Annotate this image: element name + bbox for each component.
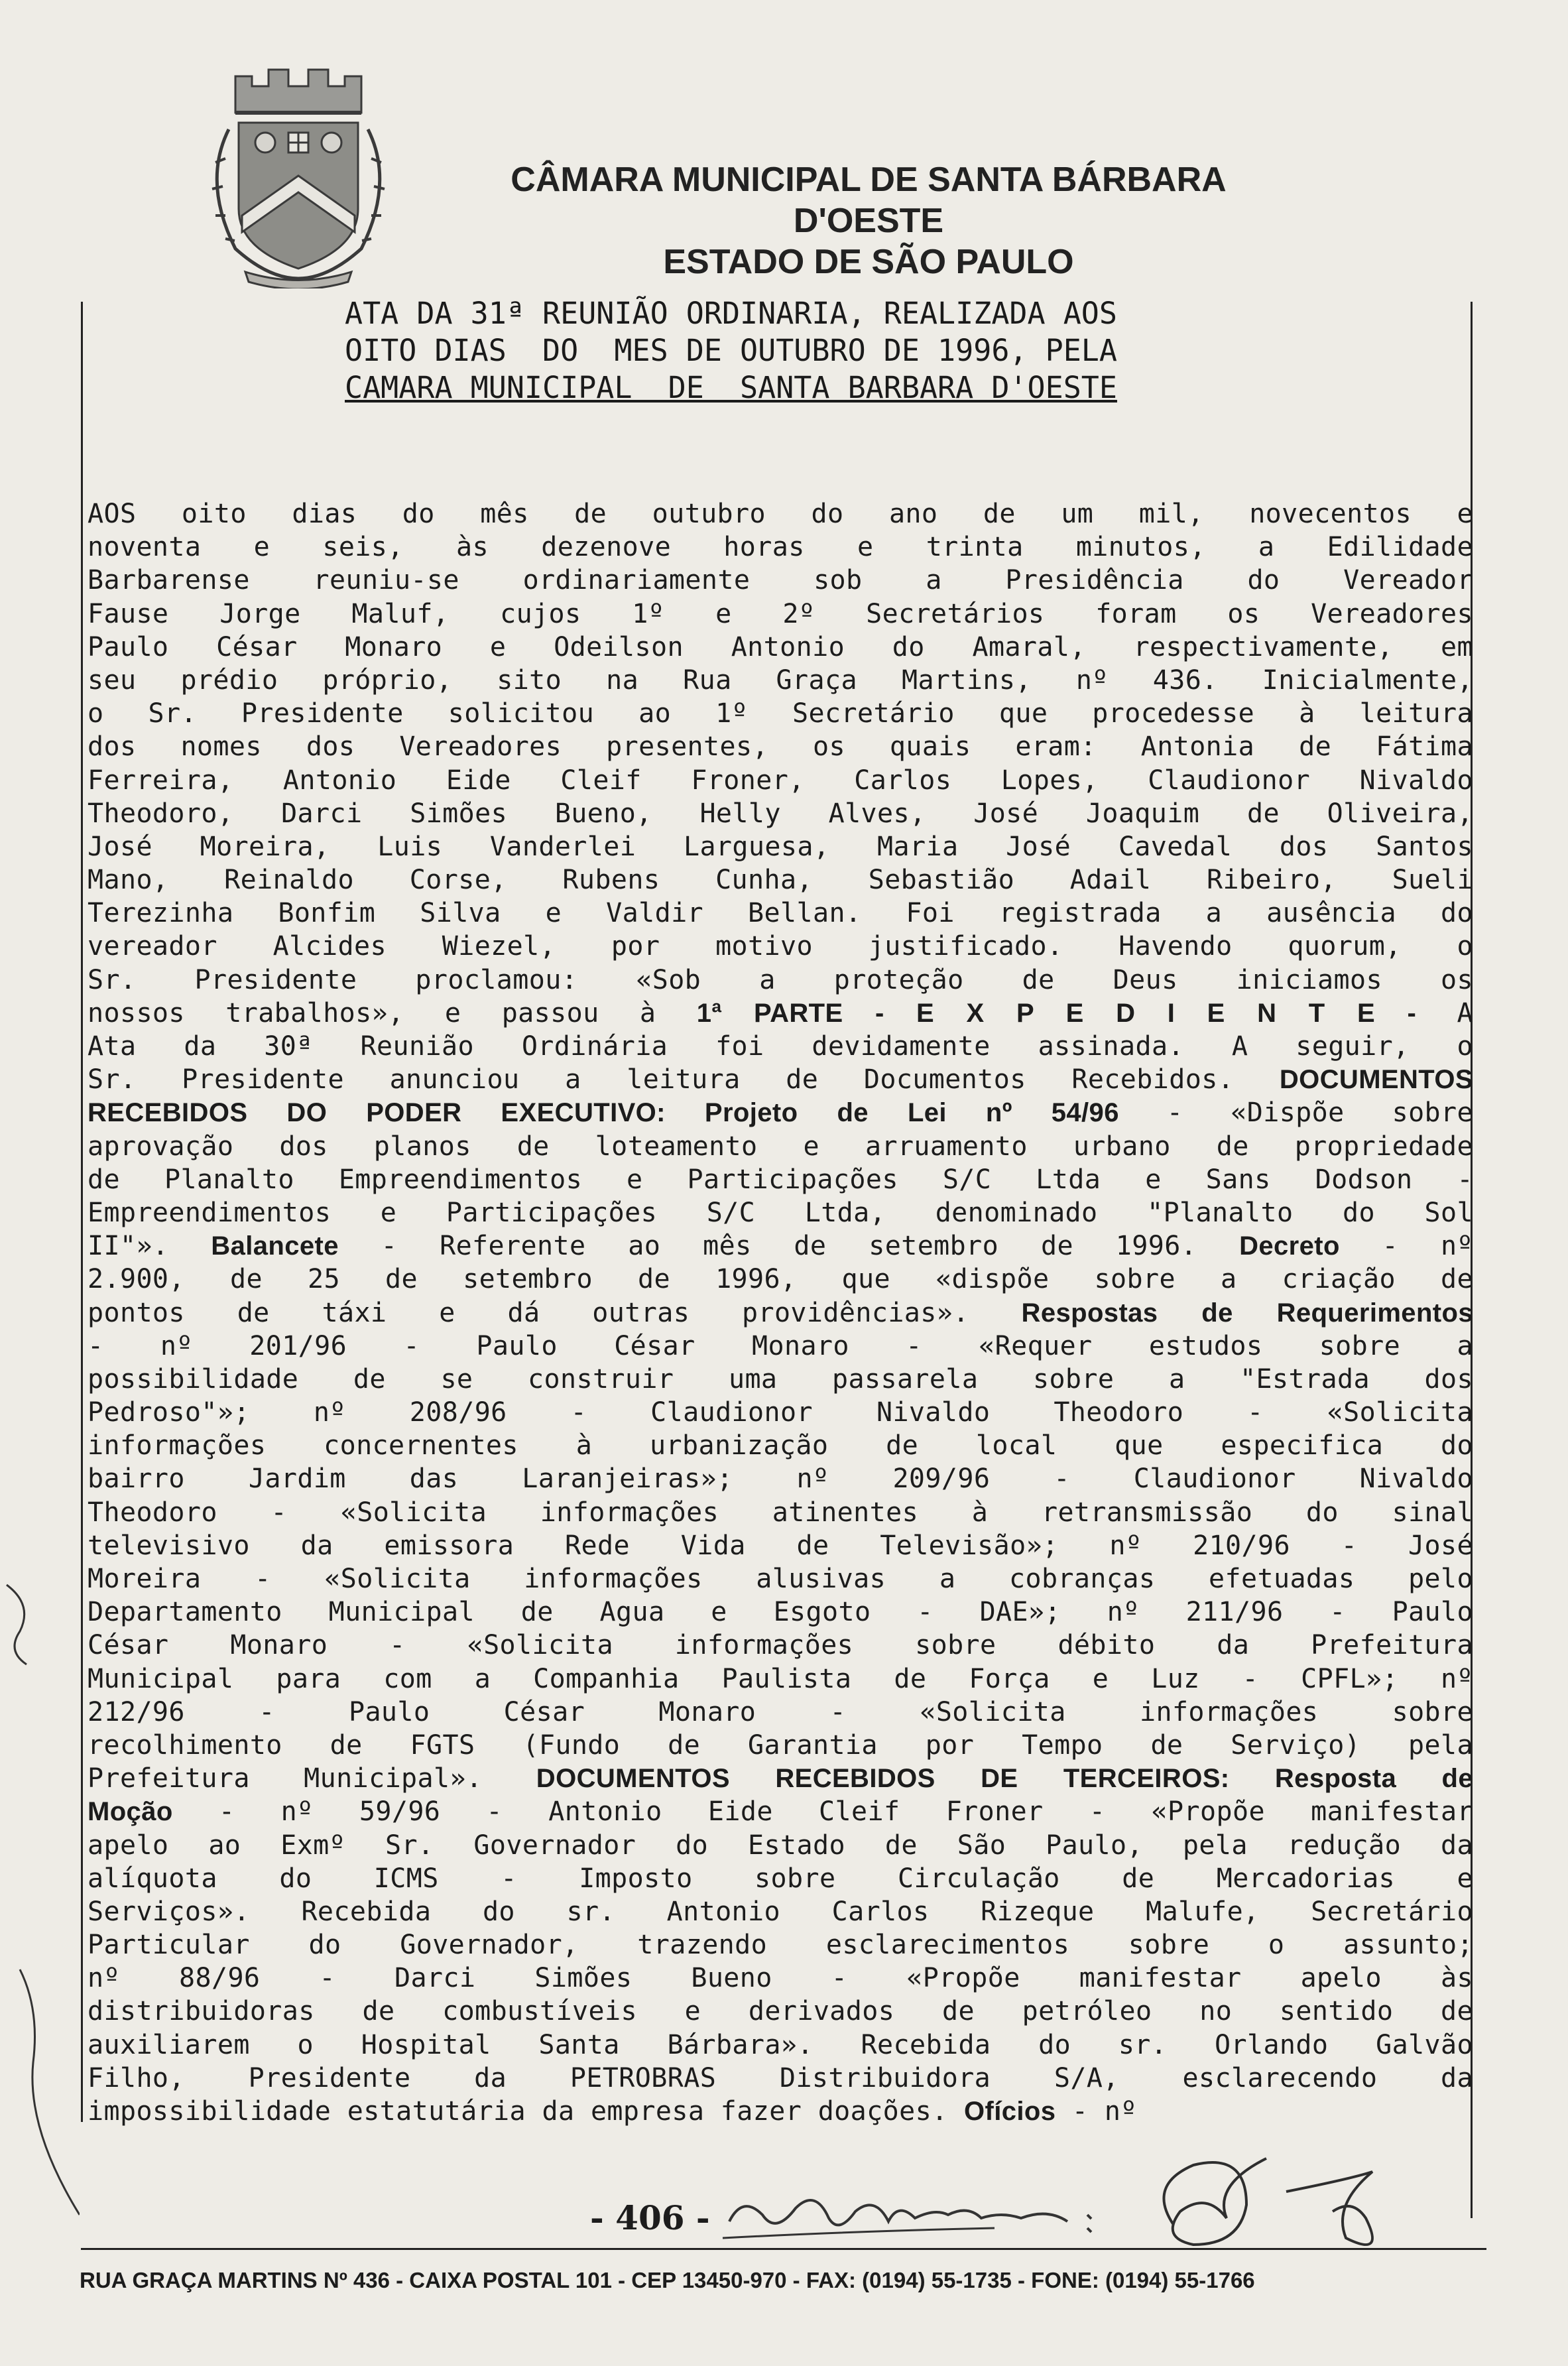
body-line [88,1862,1473,1895]
body-line [88,1629,1473,1662]
text-segment: José Moreira, Luis Vanderlei Larguesa, Maria José Cavedal dos Santos [88,831,1473,862]
bold-text-segment: DOCUMENTOS RECEBIDOS DE TERCEIROS: Resposta de [536,1764,1473,1794]
body-line [88,930,1473,963]
body-line [88,1163,1473,1196]
text-segment: informações concernentes à urbanização de local que especifica do [88,1430,1473,1462]
text-segment: Serviços». Recebida do sr. Antonio Carlos Rizeque Malufe, Secretário [88,1896,1473,1927]
body-line [88,1762,1473,1795]
text-segment: Municipal para com a Companhia Paulista de Força e Luz - CPFL»; nº [88,1663,1473,1694]
body-line [88,1363,1473,1396]
body-line [88,1895,1473,1928]
bold-text-segment: Respostas de Requerimentos [1021,1298,1473,1328]
body-line [88,1030,1473,1063]
text-segment: Empreendimentos e Participações S/C Ltda, denominado "Planalto do Sol [88,1197,1473,1228]
text-segment: recolhimento de FGTS (Fundo de Garantia por Tempo de Serviço) pela [88,1729,1473,1761]
text-segment: Filho, Presidente da PETROBRAS Distribuidora S/A, esclarecendo da [88,2062,1473,2093]
text-segment: Paulo César Monaro e Odeilson Antonio do Amaral, respectivamente, em [88,631,1473,662]
body-line [88,764,1473,797]
text-segment: televisivo da emissora Rede Vida de Televisão»; nº 210/96 - José [88,1530,1473,1561]
text-segment: II"». [88,1231,211,1262]
text-segment: 212/96 - Paulo César Monaro - «Solicita informações sobre [88,1696,1473,1727]
minutes-body [88,497,1473,2128]
title-line: ATA DA 31ª REUNIÃO ORDINARIA, REALIZADA AOS [345,296,1117,331]
body-line [88,1196,1473,1229]
body-line [88,1396,1473,1429]
text-segment: apelo ao Exmº Sr. Governador do Estado de São Paulo, pela redução da [88,1830,1473,1861]
text-segment: Pedroso"»; nº 208/96 - Claudionor Nivaldo Theodoro - «Solicita [88,1397,1473,1428]
body-line [88,897,1473,930]
page-number: - 406 - [590,2198,710,2237]
text-segment: Departamento Municipal de Agua e Esgoto - DAE»; nº 211/96 - Paulo [88,1597,1473,1628]
body-line [88,1961,1473,1995]
body-line [88,1130,1473,1163]
bold-text-segment: Moção [88,1797,173,1827]
body-line [88,597,1473,631]
body-line [88,497,1473,530]
body-line [88,730,1473,763]
institution-header [438,159,1299,282]
state-name: ESTADO DE SÃO PAULO [663,243,1074,281]
body-line [88,964,1473,997]
president-signature [1134,2145,1425,2265]
bold-text-segment: 1ª PARTE - E X P E D I E N T E - [696,998,1417,1028]
text-segment: o Sr. Presidente solicitou ao 1º Secretário que procedesse à leitura [88,698,1473,729]
body-line [88,1729,1473,1762]
text-segment: de Planalto Empreendimentos e Participações S/C Ltda e Sans Dodson - [88,1164,1473,1195]
body-line [88,863,1473,897]
text-segment: - nº 59/96 - Antonio Eide Cleif Froner - «Propõe manifestar [172,1796,1473,1828]
text-segment: Ata da 30ª Reunião Ordinária foi devidamente assinada. A seguir, o [88,1031,1473,1062]
text-segment: - nº [1055,2096,1137,2127]
secretary-signature [716,2182,1114,2255]
text-segment: A [1416,997,1473,1028]
body-line [88,664,1473,697]
institution-name: CÂMARA MUNICIPAL DE SANTA BÁRBARA D'OESTE [511,160,1227,240]
body-line [88,1928,1473,1961]
body-line [88,1696,1473,1729]
body-line [88,1229,1473,1263]
text-segment: AOS oito dias do mês de outubro do ano de um mil, novecentos e [88,499,1473,529]
text-segment: auxiliarem o Hospital Santa Bárbara». Recebida do sr. Orlando Galvão [88,2029,1473,2060]
body-line [88,1795,1473,1828]
body-line [88,1063,1473,1096]
body-line [88,1096,1473,1129]
text-segment: nº 88/96 - Darci Simões Bueno - «Propõe manifestar apelo às [88,1963,1473,1994]
margin-initials [0,1558,80,2221]
text-segment: distribuidoras de combustíveis e derivados de petróleo no sentido de [88,1996,1473,2027]
bold-text-segment: Balancete [211,1231,339,1261]
footer-address: RUA GRAÇA MARTINS Nº 436 - CAIXA POSTAL 101 - CEP 13450-970 - FAX: (0194) 55-1735 - FONE: (0194) 55-1766 [80,2268,1255,2292]
body-line [88,697,1473,730]
text-segment: César Monaro - «Solicita informações sobre débito da Prefeitura [88,1630,1473,1661]
body-line [88,1263,1473,1296]
body-line [88,1662,1473,1696]
text-segment: impossibilidade estatutária da empresa fazer doações. [88,2096,965,2127]
bold-text-segment: RECEBIDOS DO PODER EXECUTIVO: Projeto de Lei nº 54/96 [88,1098,1119,1128]
text-segment: Sr. Presidente anunciou a leitura de Documentos Recebidos. [88,1064,1280,1095]
body-line [88,1562,1473,1595]
body-line [88,530,1473,564]
text-segment: possibilidade de se construir uma passarela sobre a "Estrada dos [88,1363,1473,1395]
bold-text-segment: Decreto [1239,1231,1340,1261]
body-line [88,1296,1473,1330]
minutes-title [345,295,1273,406]
text-segment: Theodoro - «Solicita informações atinentes à retransmissão do sinal [88,1497,1473,1528]
text-segment: Prefeitura Municipal». [88,1763,536,1794]
body-line [88,2062,1473,2095]
body-line [88,997,1473,1030]
text-segment: alíquota do ICMS - Imposto sobre Circulação de Mercadorias e [88,1863,1473,1894]
text-segment: Fause Jorge Maluf, cujos 1º e 2º Secretários foram os Vereadores [88,598,1473,629]
body-line [88,797,1473,830]
text-segment: nossos trabalhos», e passou à [88,997,697,1028]
body-line [88,1496,1473,1529]
text-segment: Terezinha Bonfim Silva e Valdir Bellan. Foi registrada a ausência do [88,898,1473,929]
text-segment: Moreira - «Solicita informações alusivas a cobranças efetuadas pelo [88,1564,1473,1594]
text-segment: Mano, Reinaldo Corse, Rubens Cunha, Sebastião Adail Ribeiro, Sueli [88,865,1473,896]
body-line [88,830,1473,863]
text-segment: Ferreira, Antonio Eide Cleif Froner, Carlos Lopes, Claudionor Nivaldo [88,765,1473,796]
frame-left-line [81,302,83,2122]
body-line [88,2028,1473,2062]
text-segment: Sr. Presidente proclamou: «Sob a proteção de Deus iniciamos os [88,964,1473,995]
bold-text-segment: Ofícios [964,2097,1056,2126]
text-segment: - nº [1339,1231,1473,1262]
text-segment: bairro Jardim das Laranjeiras»; nº 209/96 - Claudionor Nivaldo [88,1463,1473,1495]
body-line [88,1995,1473,2028]
body-line [88,564,1473,597]
body-line [88,1529,1473,1562]
text-segment: dos nomes dos Vereadores presentes, os quais eram: Antonia de Fátima [88,731,1473,763]
text-segment: noventa e seis, às dezenove horas e trinta minutos, a Edilidade [88,532,1473,563]
text-segment: Theodoro, Darci Simões Bueno, Helly Alves, José Joaquim de Oliveira, [88,798,1473,829]
text-segment: Barbarense reuniu-se ordinariamente sob a Presidência do Vereador [88,565,1473,596]
body-line [88,2095,1473,2128]
text-segment: vereador Alcides Wiezel, por motivo justificado. Havendo quorum, o [88,931,1473,962]
text-segment: aprovação dos planos de loteamento e arruamento urbano de propriedade [88,1131,1473,1162]
body-line [88,1829,1473,1862]
municipal-crest-icon [189,50,408,288]
text-segment: 2.900, de 25 de setembro de 1996, que «dispõe sobre a criação de [88,1264,1473,1295]
body-line [88,1330,1473,1363]
body-line [88,1462,1473,1495]
title-line: OITO DIAS DO MES DE OUTUBRO DE 1996, PELA [345,333,1117,368]
text-segment: - «Dispõe sobre [1118,1097,1473,1129]
text-segment: Particular do Governador, trazendo esclarecimentos sobre o assunto; [88,1930,1473,1961]
title-line: CAMARA MUNICIPAL DE SANTA BARBARA D'OESTE [345,370,1117,405]
body-line [88,1429,1473,1462]
text-segment: - Referente ao mês de setembro de 1996. [338,1231,1240,1262]
text-segment: seu prédio próprio, sito na Rua Graça Martins, nº 436. Inicialmente, [88,664,1473,696]
bold-text-segment: DOCUMENTOS [1279,1065,1473,1095]
body-line [88,631,1473,664]
text-segment: pontos de táxi e dá outras providências». [88,1297,1022,1328]
body-line [88,1595,1473,1629]
text-segment: - nº 201/96 - Paulo César Monaro - «Requer estudos sobre a [88,1330,1473,1361]
